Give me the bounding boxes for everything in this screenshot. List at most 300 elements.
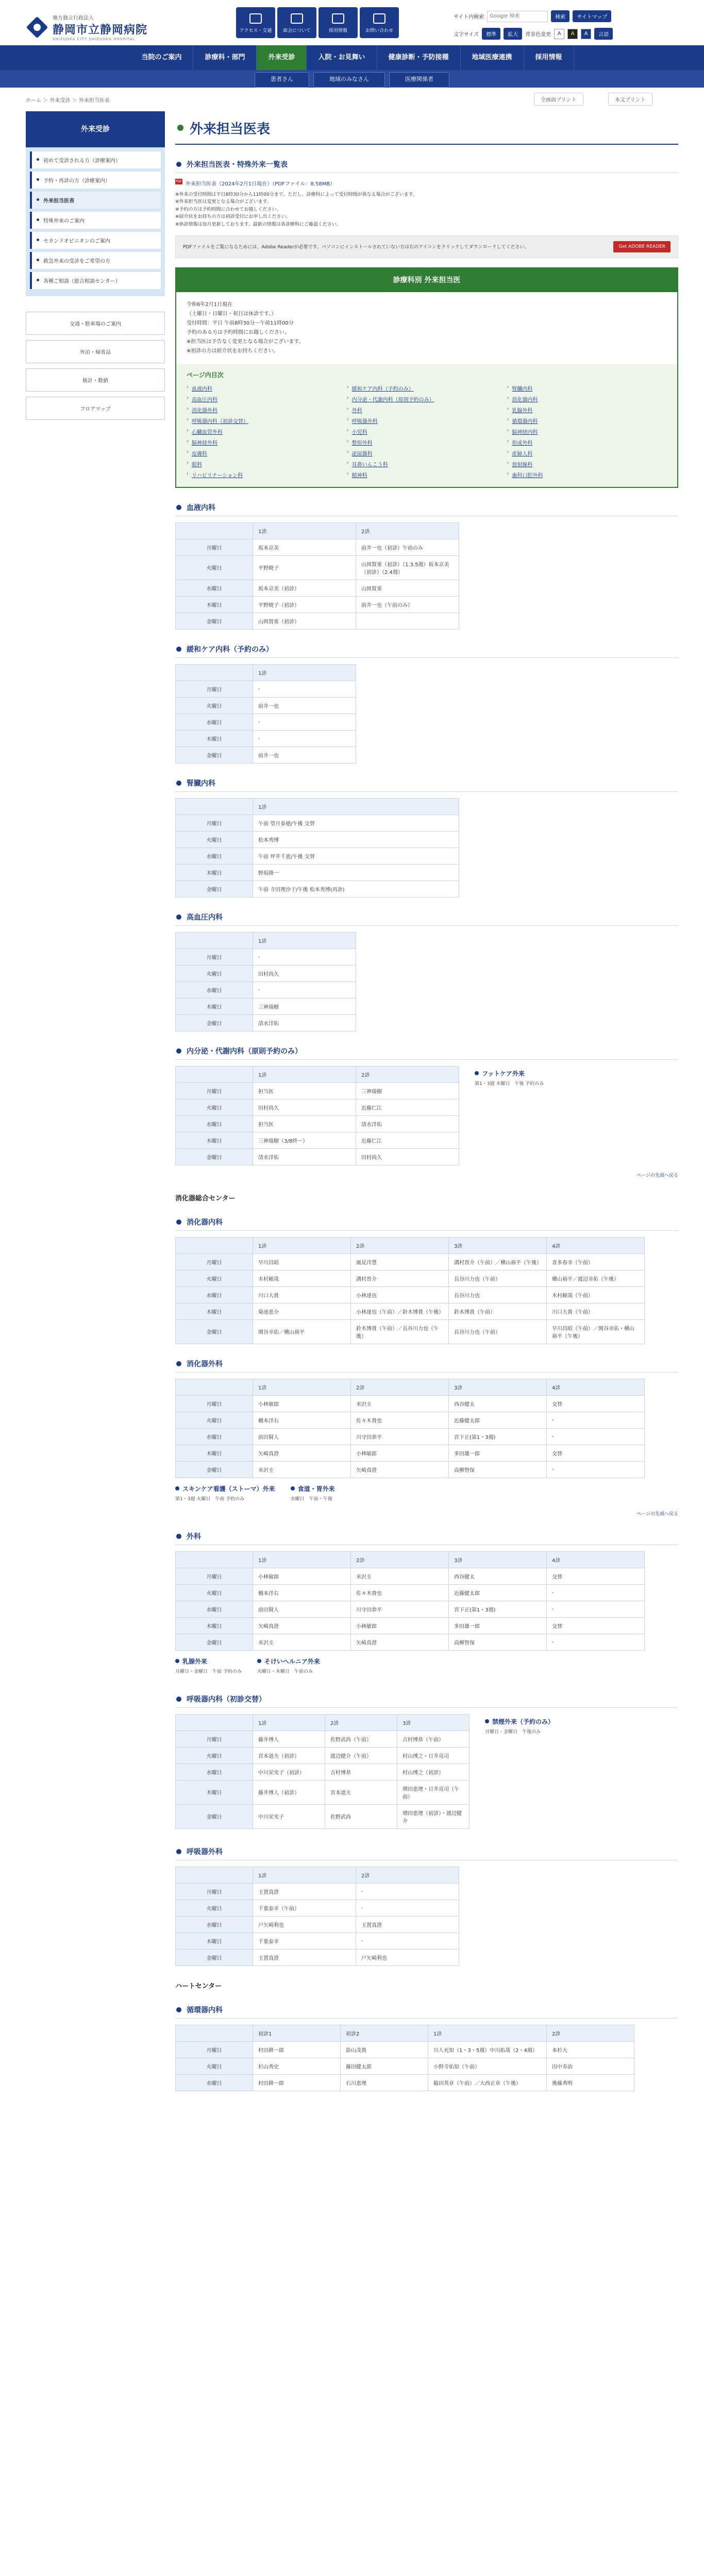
- table-row: [176, 2041, 634, 2058]
- column-header: [176, 1066, 253, 1082]
- column-header: [176, 1237, 253, 1253]
- special-clinic-hours: 月曜日・金曜日 午後のみ: [485, 1729, 541, 1735]
- doctor-cell: -: [547, 1461, 645, 1478]
- column-header: [176, 2025, 253, 2041]
- doctor-cell: 関谷幸佑／横山裕平: [253, 1319, 351, 1344]
- doctor-cell: 前井一也（初診）午前のみ: [356, 539, 459, 555]
- sidebar-menu: [26, 147, 165, 296]
- weekday-cell: 水曜日: [176, 1286, 253, 1303]
- sidebar-item-first-visit[interactable]: 初めて受診される方（診療案内）: [30, 151, 161, 168]
- weekday-cell: 金曜日: [176, 1319, 253, 1344]
- doctor-cell: -: [356, 1933, 459, 1949]
- column-header: [176, 1714, 253, 1731]
- doctor-cell: 田村尚久: [253, 1099, 356, 1115]
- toc-link[interactable]: › 精神科: [347, 471, 507, 479]
- gnav-recruit[interactable]: 採用情報: [524, 45, 574, 70]
- special-clinic-title[interactable]: フットケア外来: [475, 1069, 544, 1078]
- special-clinic-hours: 第1・3週 木曜日 午後 予約のみ: [475, 1081, 544, 1087]
- section-title: 消化器外科: [175, 1355, 678, 1372]
- table-row: [176, 1601, 645, 1617]
- weekday-cell: 水曜日: [176, 981, 253, 998]
- sidebar-item-special[interactable]: 特殊外来のご案内: [30, 212, 161, 229]
- toc-link[interactable]: › リハビリテーション科: [187, 471, 347, 479]
- fontsize-large-button[interactable]: 拡大: [504, 28, 522, 40]
- table-row: [176, 730, 356, 747]
- table-row: [176, 880, 459, 897]
- toc-link[interactable]: › 脳神経外科: [187, 438, 347, 446]
- print-all-button[interactable]: 全画面プリント: [534, 93, 583, 106]
- weekday-cell: 金曜日: [176, 1804, 253, 1828]
- table-row: [176, 1747, 470, 1764]
- toc-link[interactable]: › 心臓血管外科: [187, 428, 347, 435]
- column-header: 1診: [253, 1237, 351, 1253]
- logo-subtitle: 地方独立行政法人: [53, 15, 94, 21]
- table-row: [176, 1584, 645, 1601]
- doctor-cell: 田中寿治: [547, 2058, 634, 2074]
- sidebar-button-access[interactable]: 交通・駐車場のご案内: [26, 312, 165, 335]
- doctor-cell: 渡辺健介（午前）: [325, 1747, 397, 1764]
- toc-link[interactable]: › 泌尿器科: [347, 449, 507, 457]
- toc-link[interactable]: › 乳腺外科: [507, 406, 667, 414]
- doctor-cell: 小林達也: [351, 1286, 449, 1303]
- table-row: [176, 1900, 459, 1916]
- doctor-cell: 川守田恭平: [351, 1601, 449, 1617]
- doctor-cell: 早川昌昭（午前）／関谷幸佑・横山裕平（午後）: [547, 1319, 645, 1344]
- weekday-cell: 水曜日: [176, 1601, 253, 1617]
- contact-link[interactable]: お問い合わせ: [360, 7, 399, 38]
- doctor-cell: 担当医: [253, 1115, 356, 1132]
- gnav-departments[interactable]: 診療科・部門: [193, 45, 257, 70]
- toc-link[interactable]: › 消化器外科: [187, 406, 347, 414]
- gnav-about[interactable]: 当院のご案内: [130, 45, 193, 70]
- toc-link[interactable]: › 呼吸器外科: [347, 417, 507, 425]
- toc-link[interactable]: › 循環器内科: [507, 417, 667, 425]
- toc-link[interactable]: › 眼科: [187, 460, 347, 468]
- column-header: 4診: [547, 1551, 645, 1568]
- weekday-cell: 月曜日: [176, 815, 253, 831]
- column-header: 2診: [351, 1551, 449, 1568]
- fontsize-label: 文字サイズ: [454, 32, 479, 38]
- table-row: [176, 2074, 634, 2091]
- table-row: [176, 1949, 459, 1965]
- weekday-cell: 金曜日: [176, 613, 253, 629]
- doctor-cell: 米沢圭: [253, 1461, 351, 1478]
- table-row: [176, 747, 356, 763]
- toc-link[interactable]: › 歯科口腔外科: [507, 471, 667, 479]
- toc-link[interactable]: › 放射線科: [507, 460, 667, 468]
- doctor-cell: 藤井博人: [253, 1731, 325, 1747]
- doctor-cell: 高柳智保: [449, 1461, 547, 1478]
- doctor-cell: 田村尚久: [253, 965, 356, 981]
- weekday-cell: 火曜日: [176, 1270, 253, 1286]
- notice-title: 診療科別 外来担当医: [176, 268, 677, 292]
- table-row: [176, 1568, 645, 1584]
- weekday-cell: 月曜日: [176, 1731, 253, 1747]
- table-row: [176, 1319, 645, 1344]
- table-row: [176, 1253, 645, 1270]
- table-row: [176, 1132, 459, 1148]
- table-row: [176, 1780, 470, 1804]
- doctor-cell: 喜多春幸（午前）: [547, 1253, 645, 1270]
- sidebar-button-floormap[interactable]: フロアマップ: [26, 397, 165, 420]
- doctor-cell: 交替: [547, 1445, 645, 1461]
- doctor-cell: 中川栄実子: [253, 1804, 325, 1828]
- recruit-link[interactable]: 採用情報: [319, 7, 358, 38]
- table-row: [176, 1617, 645, 1634]
- toc-link[interactable]: › 皮膚科: [187, 449, 347, 457]
- search-input[interactable]: [487, 11, 548, 22]
- doctor-cell: 近藤仁江: [356, 1099, 459, 1115]
- toc-link[interactable]: › 消化器内科: [507, 395, 667, 403]
- table-row: [176, 580, 459, 596]
- breadcrumb[interactable]: ホーム ＞ 外来受診 ＞ 外来担当医表: [26, 98, 110, 104]
- pdf-link[interactable]: PDF 外来担当医表（2024年2月1日現在）（PDFファイル：8.58MB）: [175, 179, 678, 187]
- table-row: [176, 1014, 356, 1031]
- weekday-cell: 金曜日: [176, 1014, 253, 1031]
- weekday-cell: 火曜日: [176, 1900, 253, 1916]
- table-row: [176, 1933, 459, 1949]
- notes-list: ※外来の受付時間は平日8時30分から11時00分まで。ただし、診療科によって受付時間が異なる場合がございます。 ※外来担当医は変更となる場合がございます。 ※予約の方は予約時間に合わせてお越しください。 ※紹介状をお持ちの方は初診受付にお申し出ください。 ※休診情報は毎月更新しております。最新の情報は各診療科にご確認ください。: [175, 192, 417, 227]
- table-row: [176, 1461, 645, 1478]
- column-header: [176, 932, 253, 948]
- table-row: [176, 613, 459, 629]
- doctor-cell: 小林敏郎: [253, 1395, 351, 1412]
- main-content: [175, 111, 678, 2094]
- weekday-cell: 水曜日: [176, 848, 253, 864]
- doctor-cell: 小野寺佑知（午前）: [428, 2058, 547, 2074]
- doctor-cell: 後藤秀明: [547, 2074, 634, 2091]
- doctor-cell: 玉置真澄: [356, 1916, 459, 1933]
- column-header: 2診: [356, 1066, 459, 1082]
- doctor-cell: 玉置真澄: [253, 1883, 356, 1900]
- doctor-cell: -: [253, 948, 356, 965]
- column-header: 3診: [449, 1379, 547, 1395]
- special-clinic-title[interactable]: そけいヘルニア外来: [257, 1657, 320, 1666]
- search-button[interactable]: 検索: [551, 10, 569, 22]
- doctor-cell: 多田雄一郎: [449, 1617, 547, 1634]
- table-row: [176, 1412, 645, 1428]
- toc-link[interactable]: › 緩和ケア内科（予約のみ）: [347, 384, 507, 392]
- weekday-cell: 木曜日: [176, 864, 253, 880]
- weekday-cell: 木曜日: [176, 1303, 253, 1319]
- table-row: [176, 981, 356, 998]
- weekday-cell: 金曜日: [176, 747, 253, 763]
- column-header: 1診: [253, 1066, 356, 1082]
- column-header: 2診: [351, 1237, 449, 1253]
- weekday-cell: 月曜日: [176, 681, 253, 697]
- doctor-cell: 西谷健太: [449, 1395, 547, 1412]
- language-button[interactable]: 言語: [594, 28, 613, 40]
- person-icon: [332, 13, 344, 24]
- doctor-cell: 千葉泰幸（午前）: [253, 1900, 356, 1916]
- color-black-button[interactable]: A: [567, 29, 578, 39]
- doctor-cell: 田村尚久: [356, 1148, 459, 1165]
- doctor-cell: 坂本京美（初診）: [253, 580, 356, 596]
- gnav-regional[interactable]: 地域医療連携: [461, 45, 524, 70]
- section-title: 消化器内科: [175, 1214, 678, 1231]
- doctor-cell: 早川昌昭: [253, 1253, 351, 1270]
- table-row: [176, 1082, 459, 1099]
- doctor-cell: 吉村博恭（午前）: [397, 1731, 470, 1747]
- table-row: [176, 539, 459, 555]
- doctor-cell: 増田恵理・日井亮司（午前）: [397, 1780, 470, 1804]
- access-link[interactable]: アクセス・交通: [236, 7, 275, 38]
- weekday-cell: 火曜日: [176, 965, 253, 981]
- mail-icon: [373, 13, 385, 24]
- toc-title: ページ内目次: [187, 371, 224, 379]
- hospital-emblem-icon: [26, 16, 48, 39]
- sidebar-item-second-opinion[interactable]: セカンドオピニオンのご案内: [30, 232, 161, 249]
- weekday-cell: 火曜日: [176, 697, 253, 714]
- column-header: 2診: [356, 1867, 459, 1883]
- weekday-cell: 水曜日: [176, 580, 253, 596]
- doctor-cell: 山岡賀重（初診）: [253, 613, 356, 629]
- special-clinic-title[interactable]: 禁煙外来（予約のみ）: [485, 1717, 554, 1726]
- column-header: [176, 522, 253, 539]
- gnav-checkup[interactable]: 健康診断・予防接種: [377, 45, 461, 70]
- map-icon: [249, 13, 262, 24]
- column-header: [176, 1379, 253, 1395]
- gnav-inpatient[interactable]: 入院・お見舞い: [307, 45, 377, 70]
- doctor-cell: 菊池恵介: [253, 1303, 351, 1319]
- section-title: 緩和ケア内科（予約のみ）: [175, 641, 678, 658]
- doctor-cell: 藤田健太郎: [341, 2058, 428, 2074]
- doctor-cell: 本杉大: [547, 2041, 634, 2058]
- doctor-cell: 山岡賀重: [356, 580, 459, 596]
- sidebar-item-consultation[interactable]: 各種ご相談（総合相談センター）: [30, 272, 161, 289]
- doctor-cell: 木村頼哉: [253, 1270, 351, 1286]
- sidebar-button-stay[interactable]: 外泊・帰省品: [26, 340, 165, 363]
- column-header: 1診: [253, 798, 459, 815]
- table-row: [176, 1115, 459, 1132]
- column-header: 1診: [253, 1714, 325, 1731]
- column-header: 2診: [547, 2025, 634, 2041]
- table-row: [176, 831, 459, 848]
- table-row: [176, 681, 356, 697]
- doctor-cell: -: [253, 714, 356, 730]
- doctor-cell: 脇田英章（午前）／大西正章（午後）: [428, 2074, 547, 2091]
- table-row: [176, 1148, 459, 1165]
- weekday-cell: 火曜日: [176, 555, 253, 580]
- table-row: [176, 998, 356, 1014]
- toc-link[interactable]: › 内分泌・代謝内科（原則予約のみ）: [347, 395, 507, 403]
- column-header: 1診: [428, 2025, 547, 2041]
- doctor-cell: -: [547, 1428, 645, 1445]
- table-row: [176, 848, 459, 864]
- table-row: [176, 815, 459, 831]
- section-title: 血液内科: [175, 499, 678, 516]
- column-header: 1診: [253, 522, 356, 539]
- column-header: 初診1: [253, 2025, 341, 2041]
- doctor-cell: 橋本洋右: [253, 1584, 351, 1601]
- page-top-link[interactable]: ページの先頭へ戻る: [636, 1511, 678, 1517]
- sidebar: [26, 111, 165, 2094]
- doctor-cell: 三神瑞樹（3/8終〜）: [253, 1132, 356, 1148]
- toc-link[interactable]: › 産婦人科: [507, 449, 667, 457]
- doctor-cell: 午前 望月泰徳/午後 交替: [253, 815, 459, 831]
- doctor-cell: -: [547, 1412, 645, 1428]
- doctor-cell: 長谷川力也（午前）: [449, 1319, 547, 1344]
- color-blue-button[interactable]: A: [581, 29, 591, 39]
- column-header: 4診: [547, 1379, 645, 1395]
- endocrine-schedule-table: [175, 1066, 459, 1165]
- group-heading: 消化器総合センター: [175, 1194, 236, 1202]
- doctor-cell: 交替: [547, 1395, 645, 1412]
- table-row: [176, 1916, 459, 1933]
- audience-medical[interactable]: 医療関係者: [389, 72, 449, 88]
- table-row: [176, 965, 356, 981]
- weekday-cell: 火曜日: [176, 2058, 253, 2074]
- doctor-cell: 佐々木貴也: [351, 1412, 449, 1428]
- gnav-outpatient[interactable]: 外来受診: [257, 45, 307, 70]
- table-row: [176, 697, 356, 714]
- special-clinic-hours: 第1・3週 火曜日 午前 予約のみ: [175, 1496, 245, 1502]
- doctor-cell: -: [253, 681, 356, 697]
- table-row: [176, 1634, 645, 1650]
- column-header: 初診2: [341, 2025, 428, 2041]
- weekday-cell: 木曜日: [176, 1780, 253, 1804]
- doctor-cell: 藤井博人（初診）: [253, 1780, 325, 1804]
- toc-link[interactable]: › 高血圧内科: [187, 395, 347, 403]
- cardio-schedule-table: [175, 2025, 634, 2091]
- site-search: [454, 10, 611, 22]
- section-title: 内分泌・代謝内科（原則予約のみ）: [175, 1043, 678, 1060]
- section-title: 呼吸器内科（初診交替）: [175, 1691, 678, 1708]
- section-title: 呼吸器外科: [175, 1843, 678, 1860]
- special-clinic-title[interactable]: 食道・胃外来: [291, 1484, 335, 1493]
- sidebar-item-schedule[interactable]: 外来担当医表: [30, 192, 161, 209]
- doctor-cell: 戸矢崎利也: [356, 1949, 459, 1965]
- sidebar-item-reservation[interactable]: 予約・再診の方（診療案内）: [30, 172, 161, 189]
- doctor-cell: 米沢圭: [351, 1568, 449, 1584]
- doctor-cell: 橋本洋右: [253, 1412, 351, 1428]
- doctor-cell: 午前 坪井千恵/午後 交替: [253, 848, 459, 864]
- doctor-cell: 横山裕平／渡辺幸佑（午後）: [547, 1270, 645, 1286]
- column-header: 4診: [547, 1237, 645, 1253]
- fontsize-standard-button[interactable]: 標準: [482, 28, 500, 40]
- toc-link[interactable]: › 呼吸器内科（初診交替）: [187, 417, 347, 425]
- doctor-cell: 前田賢人: [253, 1428, 351, 1445]
- special-clinic-hours: 水曜日 午前・午後: [290, 1496, 332, 1502]
- doctor-cell: 平野暁子: [253, 555, 356, 580]
- doctor-cell: 西谷健太: [449, 1568, 547, 1584]
- column-header: [176, 1867, 253, 1883]
- doctor-cell: 前井一也（午前のみ）: [356, 596, 459, 613]
- doctor-cell: -: [356, 1883, 459, 1900]
- page-top-link[interactable]: ページの先頭へ戻る: [636, 1173, 678, 1178]
- sitemap-button[interactable]: サイトマップ: [573, 10, 611, 22]
- doctor-cell: 杉山秀史: [253, 2058, 341, 2074]
- visit-link[interactable]: 面会について: [277, 7, 316, 38]
- table-row: [176, 1883, 459, 1900]
- weekday-cell: 水曜日: [176, 2074, 253, 2091]
- doctor-cell: 宮下正(第1・3週): [449, 1428, 547, 1445]
- weekday-cell: 水曜日: [176, 1428, 253, 1445]
- sidebar-button-stats[interactable]: 統計・数値: [26, 368, 165, 392]
- weekday-cell: 木曜日: [176, 1445, 253, 1461]
- doctor-cell: 溝村晋介（午前）／横山裕平（午後）: [449, 1253, 547, 1270]
- doctor-cell: -: [547, 1584, 645, 1601]
- doctor-cell: 米沢圭: [351, 1395, 449, 1412]
- doctor-cell: 宮下正(第1・3週): [449, 1601, 547, 1617]
- table-row: [176, 1731, 470, 1747]
- respsurg-schedule-table: [175, 1867, 459, 1966]
- weekday-cell: 水曜日: [176, 1916, 253, 1933]
- adobe-reader-button[interactable]: Get ADOBE READER: [613, 241, 671, 252]
- doctor-cell: 清水洋佑: [356, 1115, 459, 1132]
- weekday-cell: 火曜日: [176, 1099, 253, 1115]
- special-clinic-title[interactable]: スキンケア看護（ストーマ）外来: [175, 1484, 275, 1493]
- toc-link[interactable]: › 外科: [347, 406, 507, 414]
- print-body-button[interactable]: 本文プリント: [608, 93, 652, 106]
- adobe-notice: PDFファイルをご覧になるためには、Adobe Readerが必要です。パソコンにインストールされていない方は右のアイコンをクリックしてダウンロードしてください。 Get ADOBE READER: [175, 235, 678, 258]
- table-row: [176, 555, 459, 580]
- column-header: 1診: [253, 1551, 351, 1568]
- doctor-cell: 村田耕一郎: [253, 2041, 341, 2058]
- doctor-cell: 近藤健太郎: [449, 1584, 547, 1601]
- doctor-cell: 高柳智保: [449, 1634, 547, 1650]
- toc-link[interactable]: › 耳鼻いんこう科: [347, 460, 507, 468]
- audience-patients[interactable]: 患者さん: [255, 72, 309, 88]
- table-row: [176, 596, 459, 613]
- column-header: 1診: [253, 664, 356, 681]
- toc-link[interactable]: › 形成外科: [507, 438, 667, 446]
- doctor-cell: 村田耕一郎: [253, 2074, 341, 2091]
- table-row: [176, 1286, 645, 1303]
- doctor-cell: 川人充知（1・3・5週）中川拓哉（2・4週）: [428, 2041, 547, 2058]
- color-label: 背景色変更: [525, 32, 551, 38]
- toc-link[interactable]: › 血液内科: [187, 384, 347, 392]
- doctor-cell: 溝村晋介: [351, 1270, 449, 1286]
- toc-link[interactable]: › 整形外科: [347, 438, 507, 446]
- color-white-button[interactable]: A: [554, 29, 564, 39]
- sidebar-item-emergency[interactable]: 救急外来の受診をご希望の方: [30, 252, 161, 269]
- table-row: [176, 714, 356, 730]
- doctor-cell: 前田賢人: [253, 1601, 351, 1617]
- doctor-cell: -: [547, 1601, 645, 1617]
- doctor-cell: 交替: [547, 1568, 645, 1584]
- column-header: 2診: [325, 1714, 397, 1731]
- toc-link[interactable]: › 脳神経内科: [507, 428, 667, 435]
- doctor-cell: 小林敏郎: [253, 1568, 351, 1584]
- weekday-cell: 火曜日: [176, 1412, 253, 1428]
- doctor-cell: -: [356, 1900, 459, 1916]
- table-row: [176, 948, 356, 965]
- doctor-cell: 長谷川力也（午前）: [449, 1270, 547, 1286]
- doctor-cell: 川口大貴（午前）: [547, 1303, 645, 1319]
- special-clinic-title[interactable]: 乳腺外来: [175, 1657, 242, 1666]
- special-clinic-hours: 月曜日・金曜日 午前 予約のみ: [175, 1669, 242, 1674]
- weekday-cell: 木曜日: [176, 1132, 253, 1148]
- hypertension-schedule-table: [175, 932, 356, 1031]
- doctor-cell: 風見洋慧: [351, 1253, 449, 1270]
- table-row: [176, 1428, 645, 1445]
- weekday-cell: 月曜日: [176, 1253, 253, 1270]
- weekday-cell: 水曜日: [176, 1764, 253, 1780]
- doctor-cell: 米沢圭: [253, 1634, 351, 1650]
- audience-community[interactable]: 地域のみなさん: [313, 72, 385, 88]
- table-row: [176, 1099, 459, 1115]
- column-header: 2診: [356, 522, 459, 539]
- toc-link[interactable]: › 腎臓内科: [507, 384, 667, 392]
- doctor-cell: -: [253, 730, 356, 747]
- doctor-cell: 矢崎真澄: [351, 1461, 449, 1478]
- doctor-cell: 鈴木博貴（午前）: [449, 1303, 547, 1319]
- doctor-cell: 前井一也: [253, 747, 356, 763]
- weekday-cell: 月曜日: [176, 948, 253, 965]
- toc-link[interactable]: › 小児科: [347, 428, 507, 435]
- weekday-cell: 月曜日: [176, 1568, 253, 1584]
